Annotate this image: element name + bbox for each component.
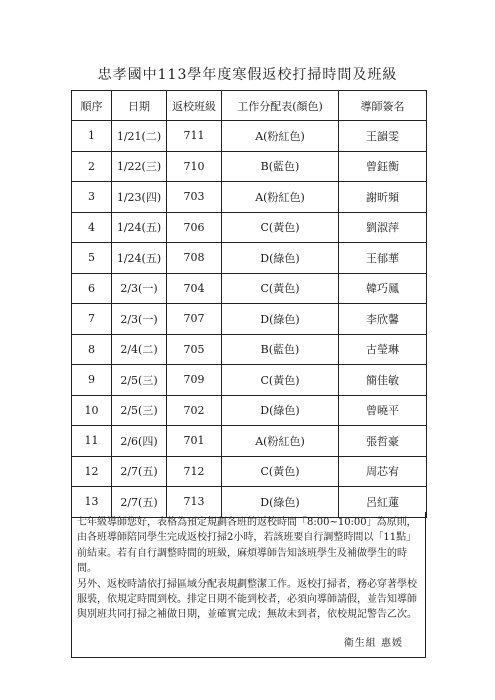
cell-class: 705	[167, 334, 222, 365]
cell-class: 704	[167, 273, 222, 304]
cell-date: 2/7(五)	[112, 487, 167, 518]
table-row	[72, 395, 427, 426]
header-no: 順序	[72, 91, 112, 121]
cell-teacher: 張哲豪	[339, 426, 427, 457]
cell-class: 706	[167, 212, 222, 243]
table-row	[72, 365, 427, 396]
cell-date: 2/3(一)	[112, 273, 167, 304]
header-class: 返校班級	[167, 91, 222, 121]
cell-teacher: 周芯宥	[339, 456, 427, 487]
cell-no: 7	[72, 304, 112, 335]
cell-work: D(綠色)	[222, 243, 339, 274]
notice-paragraph-rules: 另外、返校時請依打掃區域分配表規劃整潔工作。返校打掃者，務必穿著學校服裝，依規定時間到校。排定日期不能到校者，必須向導師請假，並告知導師與別班共同打掃之補做日期，並確實完成；無故未到者，依校規記警告乙次。	[77, 578, 417, 621]
header-work: 工作分配表(顏色)	[222, 91, 339, 121]
cell-date: 2/5(三)	[112, 365, 167, 396]
cell-teacher: 曾曉平	[339, 395, 427, 426]
cell-work: B(藍色)	[222, 334, 339, 365]
cell-date: 2/7(五)	[112, 456, 167, 487]
cell-no: 5	[72, 243, 112, 274]
table-row	[72, 243, 427, 274]
cell-class: 708	[167, 243, 222, 274]
cell-teacher: 王郁華	[339, 243, 427, 274]
cell-class: 701	[167, 426, 222, 457]
cell-work: C(黃色)	[222, 212, 339, 243]
cell-teacher: 劉淑萍	[339, 212, 427, 243]
cell-class: 710	[167, 151, 222, 182]
cell-date: 2/6(四)	[112, 426, 167, 457]
cell-work: D(綠色)	[222, 487, 339, 518]
cell-work: A(粉紅色)	[222, 182, 339, 213]
table-row	[72, 426, 427, 457]
cell-teacher: 曾鈺衡	[339, 151, 427, 182]
cell-teacher: 古瑩琳	[339, 334, 427, 365]
cell-date: 2/4(二)	[112, 334, 167, 365]
cell-date: 1/24(五)	[112, 212, 167, 243]
cell-work: D(綠色)	[222, 304, 339, 335]
notice-paragraph-schedule: 七年級導師您好，表格為預定規劃各班的返校時間「8:00~10:00」為原則，由各班導師陪同學生完成返校打掃2小時，若該班要自行調整時間以「11點」前結束。若有自行調整時間的班級，麻煩導師告知該班學生及補做學生的時間。	[77, 517, 417, 575]
cell-date: 1/22(三)	[112, 151, 167, 182]
cell-no: 6	[72, 273, 112, 304]
cell-class: 707	[167, 304, 222, 335]
table-body	[72, 121, 427, 518]
cell-no: 8	[72, 334, 112, 365]
cell-teacher: 韓巧鳳	[339, 273, 427, 304]
schedule-table	[71, 90, 427, 518]
cell-date: 2/5(三)	[112, 395, 167, 426]
table-row	[72, 304, 427, 335]
cell-teacher: 謝昕頻	[339, 182, 427, 213]
cell-no: 2	[72, 151, 112, 182]
cell-no: 9	[72, 365, 112, 396]
table-row	[72, 151, 427, 182]
cell-teacher: 簡佳敏	[339, 365, 427, 396]
cell-date: 2/3(一)	[112, 304, 167, 335]
table-row	[72, 334, 427, 365]
cell-no: 1	[72, 121, 112, 152]
cell-work: A(粉紅色)	[222, 426, 339, 457]
cell-work: B(藍色)	[222, 151, 339, 182]
cell-no: 10	[72, 395, 112, 426]
table-row	[72, 212, 427, 243]
cell-work: C(黃色)	[222, 456, 339, 487]
cell-class: 702	[167, 395, 222, 426]
cell-work: C(黃色)	[222, 273, 339, 304]
cell-no: 11	[72, 426, 112, 457]
cell-class: 709	[167, 365, 222, 396]
table-row	[72, 273, 427, 304]
table-row	[72, 121, 427, 152]
cell-date: 1/24(五)	[112, 243, 167, 274]
notice-box	[71, 512, 426, 658]
cell-teacher: 呂紅蓮	[339, 487, 427, 518]
cell-date: 1/23(四)	[112, 182, 167, 213]
header-sign: 導師簽名	[339, 91, 427, 121]
cell-no: 13	[72, 487, 112, 518]
cell-no: 4	[72, 212, 112, 243]
cell-date: 1/21(二)	[112, 121, 167, 152]
cell-teacher: 李欣馨	[339, 304, 427, 335]
cell-work: C(黃色)	[222, 365, 339, 396]
cell-work: A(粉紅色)	[222, 121, 339, 152]
cell-teacher: 王韻雯	[339, 121, 427, 152]
cell-no: 3	[72, 182, 112, 213]
cell-class: 711	[167, 121, 222, 152]
cell-work: D(綠色)	[222, 395, 339, 426]
table-row	[72, 456, 427, 487]
cell-no: 12	[72, 456, 112, 487]
header-date: 日期	[112, 91, 167, 121]
table-header-row	[72, 91, 427, 121]
cell-class: 703	[167, 182, 222, 213]
cell-class: 712	[167, 456, 222, 487]
notice-signature: 衛生組 惠媛	[343, 637, 403, 649]
cell-class: 713	[167, 487, 222, 518]
page-title: 忠孝國中113學年度寒假返校打掃時間及班級	[97, 67, 398, 83]
table-row	[72, 182, 427, 213]
